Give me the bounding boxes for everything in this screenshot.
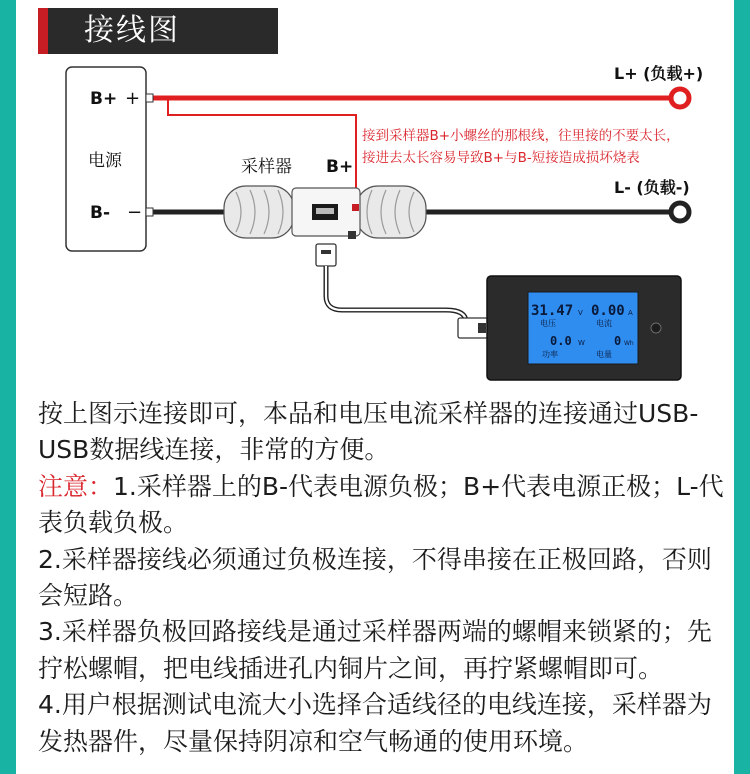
minus-sign: − (127, 202, 143, 223)
meter-button-icon[interactable] (651, 323, 661, 333)
power-source-label: 电源 (88, 151, 122, 171)
annotation-line-2: 接进去太长容易导致B+与B-短接造成损坏烧表 (362, 150, 640, 166)
notice-text: 1.采样器上的B-代表电源负极；B+代表电源正极；L-代表负载负极。 (38, 471, 724, 538)
instruction-item-4: 4.用户根据测试电流大小选择合适线径的电线连接，采样器为发热器件，尽量保持阴凉和空气畅通的使用环境。 (38, 690, 712, 756)
meter-energy-value: 0 (614, 334, 622, 348)
usb-port-pins-icon (316, 208, 334, 214)
sampler-b-plus-label: B+ (326, 157, 354, 177)
instruction-item-2: 2.采样器接线必须通过负极连接，不得串接在正极回路，否则会短路。 (38, 544, 712, 611)
intro-paragraph: 按上图示连接即可，本品和电压电流采样器的连接通过USB-USB数据线连接，非常的方便。 (38, 399, 699, 465)
power-b-plus-label: B+ (90, 89, 118, 109)
meter-current-unit: A (628, 309, 633, 317)
notice-label: 注意： (38, 471, 114, 501)
meter-power-label: 功率 (542, 350, 558, 359)
meter-power-value: 0.0 (550, 334, 572, 348)
usb-plug-top-contact-icon (321, 250, 331, 254)
load-minus-label: L- (负载-) (614, 178, 690, 197)
sampler-label: 采样器 (241, 157, 292, 177)
notice-paragraph (38, 469, 728, 542)
power-b-minus-label: B- (90, 203, 111, 223)
small-port-icon (348, 231, 356, 239)
section-title: 接线图 (84, 13, 180, 48)
usb-plug-end-contact-icon (478, 323, 486, 333)
meter-voltage-value: 31.47 (531, 303, 574, 319)
b-minus-terminal-icon (146, 208, 153, 216)
meter-voltage-unit: V (578, 309, 583, 317)
load-plus-ring-icon (671, 89, 689, 107)
usb-plug-top-icon (316, 244, 336, 266)
usb-cable (326, 266, 466, 332)
b-plus-screw-icon (352, 204, 359, 211)
meter-voltage-label: 电压 (540, 319, 556, 328)
instructions-text (38, 396, 728, 760)
instruction-item-3: 3.采样器负极回路接线是通过采样器两端的螺帽来锁紧的；先拧松螺帽，把电线插进孔内铜片之间，再拧紧螺帽即可。 (38, 617, 712, 683)
meter-energy-label: 电量 (596, 350, 612, 359)
usb-cable-highlight (326, 266, 466, 332)
annotation-line-1: 接到采样器B+小螺丝的那根线，往里接的不要太长， (362, 128, 680, 144)
load-plus-label: L+ (负载+) (614, 64, 704, 83)
b-plus-terminal-icon (146, 94, 153, 102)
meter-energy-unit: Wh (624, 340, 634, 347)
load-minus-ring-icon (671, 203, 689, 221)
meter-power-unit: W (578, 339, 585, 347)
meter-current-value: 0.00 (591, 303, 625, 319)
meter-current-label: 电流 (596, 319, 612, 328)
plus-sign: + (125, 88, 141, 109)
